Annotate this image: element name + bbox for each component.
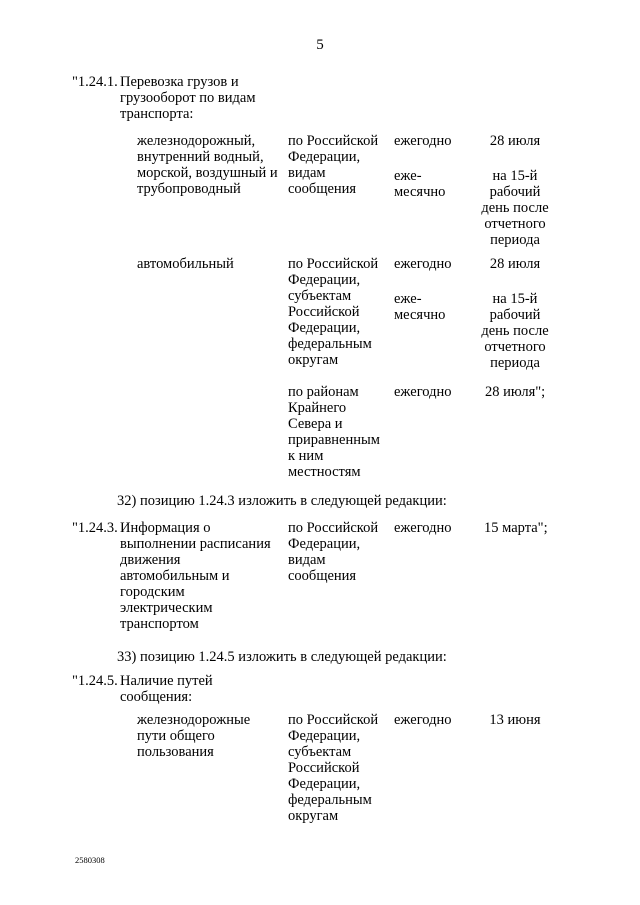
row-north-frequency: ежегодно: [394, 384, 452, 400]
section-1-24-3-date: 15 марта";: [484, 520, 548, 536]
row-north-date: 28 июля";: [485, 384, 546, 400]
row-railway-level: по Российской Федерации, видам сообщения: [288, 133, 379, 197]
section-1-24-3-frequency: ежегодно: [394, 520, 452, 536]
row-railway-paths-item: железнодорожные пути общего пользования: [137, 712, 251, 760]
row-railway-paths-level: по Российской Федерации, субъектам Российской Федерации, федеральным округам: [288, 712, 379, 824]
row-auto-frequency-annual: ежегодно: [394, 256, 452, 272]
row-north-level: по районам Крайнего Севера и приравненным к ним местностям: [288, 384, 380, 480]
section-1-24-3-number: "1.24.3.: [72, 520, 118, 536]
section-1-24-1-title: Перевозка грузов и грузооборот по видам транспорта:: [120, 74, 256, 122]
footer-code: 2580308: [75, 855, 105, 865]
section-1-24-3-title: Информация о выполнении расписания движения автомобильным и городским электрическим транспортом: [120, 520, 271, 632]
row-railway-paths-date: 13 июня: [489, 712, 541, 728]
page-number: 5: [316, 37, 324, 53]
row-auto-date-annual: 28 июля: [489, 256, 541, 272]
row-railway-item: железнодорожный, внутренний водный, морской, воздушный и трубопроводный: [137, 133, 278, 197]
row-auto-date-monthly: на 15-й рабочий день после отчетного периода: [481, 291, 549, 371]
row-railway-frequency-annual: ежегодно: [394, 133, 452, 149]
paragraph-33: 33) позицию 1.24.5 изложить в следующей редакции:: [117, 649, 447, 665]
row-railway-paths-frequency: ежегодно: [394, 712, 452, 728]
row-railway-date-monthly: на 15-й рабочий день после отчетного периода: [481, 168, 549, 248]
row-auto-item: автомобильный: [137, 256, 234, 272]
section-1-24-5-title: Наличие путей сообщения:: [120, 673, 213, 705]
row-auto-frequency-monthly: еже- месячно: [394, 291, 446, 323]
row-auto-level: по Российской Федерации, субъектам Российской Федерации, федеральным округам: [288, 256, 379, 368]
section-1-24-1-number: "1.24.1.: [72, 74, 118, 90]
section-1-24-3-level: по Российской Федерации, видам сообщения: [288, 520, 379, 584]
row-railway-date-annual: 28 июля: [489, 133, 541, 149]
paragraph-32: 32) позицию 1.24.3 изложить в следующей редакции:: [117, 493, 447, 509]
section-1-24-5-number: "1.24.5.: [72, 673, 118, 689]
row-railway-frequency-monthly: еже- месячно: [394, 168, 446, 200]
